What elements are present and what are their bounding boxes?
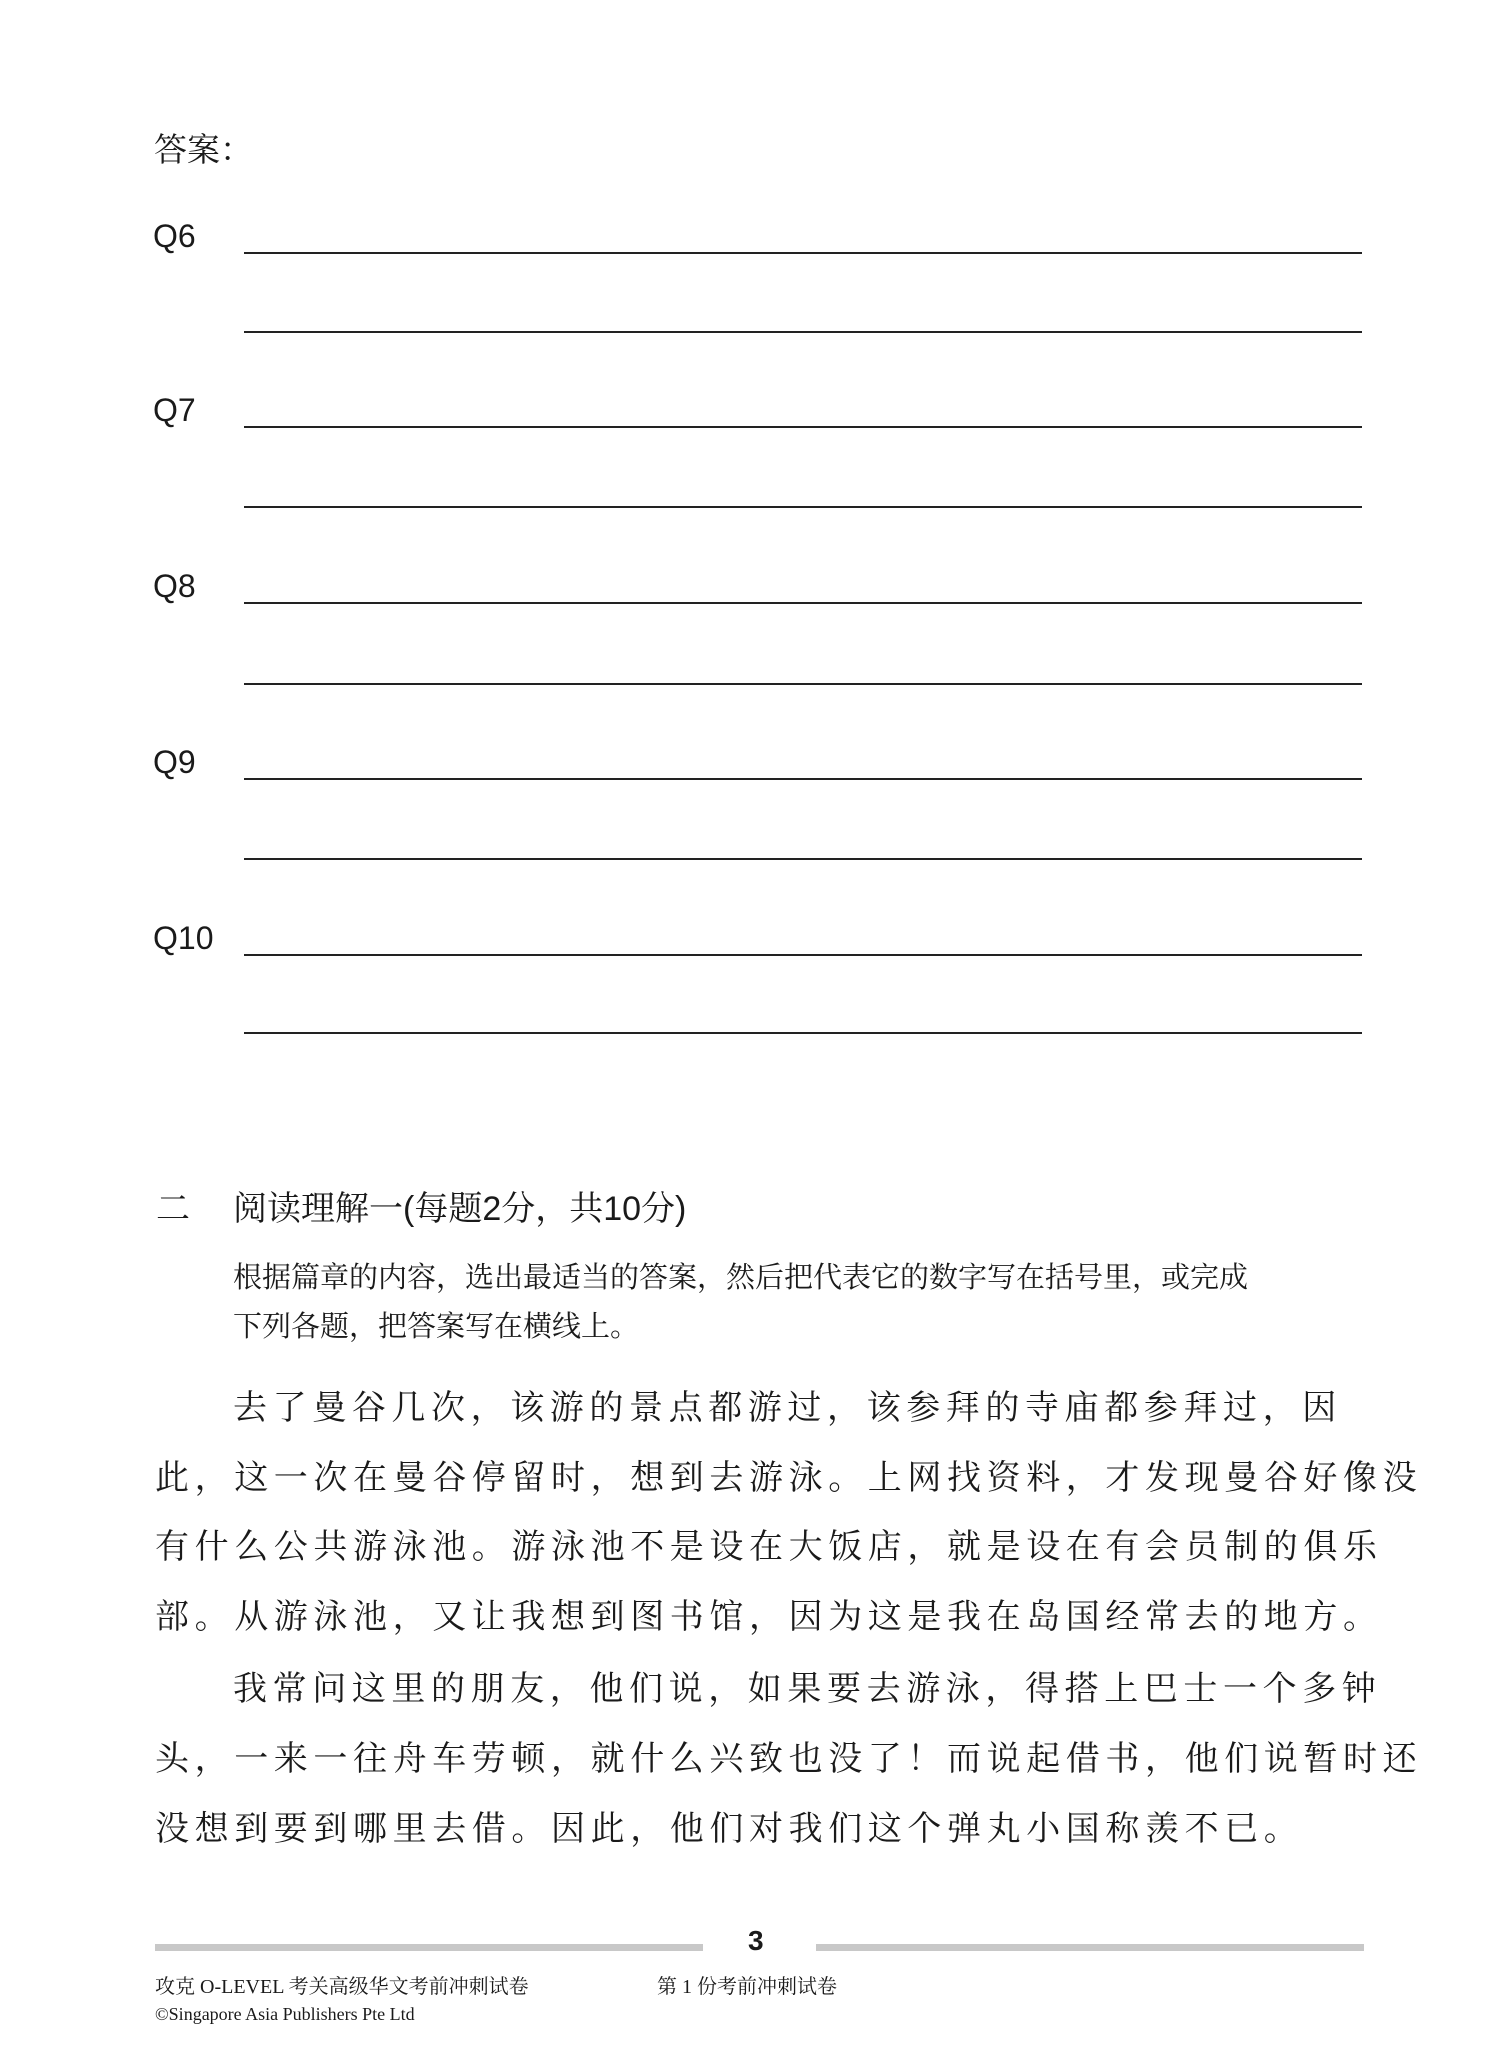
passage-line: 此，这一次在曼谷停留时，想到去游泳。上网找资料，才发现曼谷好像没	[155, 1458, 1423, 1498]
answer-line	[244, 426, 1362, 428]
question-label: Q9	[153, 744, 196, 780]
section-title: 阅读理解一(每题2分，共10分)	[233, 1190, 687, 1228]
answer-line	[244, 331, 1362, 333]
section-number: 二	[156, 1190, 190, 1228]
footer-rule-right	[816, 1944, 1364, 1951]
answer-line	[244, 1032, 1362, 1034]
answer-line	[244, 683, 1362, 685]
page-number: 3	[748, 1925, 764, 1956]
footer-rule-left	[155, 1944, 703, 1951]
passage-line: 部。从游泳池，又让我想到图书馆，因为这是我在岛国经常去的地方。	[155, 1597, 1383, 1637]
answer-line	[244, 252, 1362, 254]
passage-line: 头，一来一往舟车劳顿，就什么兴致也没了！而说起借书，他们说暂时还	[155, 1739, 1423, 1779]
copyright: ©Singapore Asia Publishers Pte Ltd	[155, 2004, 415, 2024]
answer-line	[244, 954, 1362, 956]
passage-line: 我常问这里的朋友，他们说，如果要去游泳，得搭上巴士一个多钟	[233, 1669, 1382, 1709]
answer-line	[244, 858, 1362, 860]
answers-heading: 答案：	[154, 131, 253, 168]
book-title: 攻克 O-LEVEL 考关高级华文考前冲刺试卷	[155, 1976, 529, 1998]
instructions-line: 根据篇章的内容，选出最适当的答案，然后把代表它的数字写在括号里，或完成	[233, 1262, 1249, 1294]
paper-title: 第 1 份考前冲刺试卷	[657, 1976, 837, 1998]
question-label: Q7	[153, 392, 196, 428]
passage-line: 有什么公共游泳池。游泳池不是设在大饭店，就是设在有会员制的俱乐	[155, 1527, 1383, 1567]
answer-line	[244, 778, 1362, 780]
passage-line: 去了曼谷几次，该游的景点都游过，该参拜的寺庙都参拜过，因	[233, 1388, 1342, 1428]
answer-line	[244, 506, 1362, 508]
question-label: Q6	[153, 218, 196, 254]
passage-line: 没想到要到哪里去借。因此，他们对我们这个弹丸小国称羡不已。	[155, 1809, 1304, 1849]
instructions-line: 下列各题，把答案写在横线上。	[233, 1311, 640, 1343]
answer-line	[244, 602, 1362, 604]
question-label: Q10	[153, 920, 214, 956]
question-label: Q8	[153, 568, 196, 604]
